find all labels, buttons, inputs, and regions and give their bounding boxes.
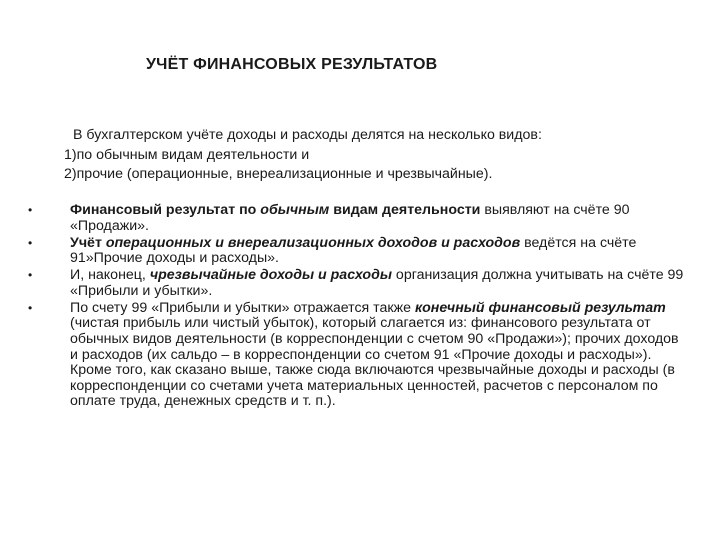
- bullet-icon: •: [28, 268, 33, 283]
- bold-italic-text: обычным: [260, 202, 330, 218]
- intro-line: 2)прочие (операционные, внереализационные и чрезвычайные).: [64, 166, 493, 182]
- bold-text: Учёт: [70, 234, 106, 251]
- bullet-list: [28, 203, 688, 411]
- list-item: [28, 301, 688, 410]
- body-text: (чистая прибыль или чистый убыток), который слагается из: финансового результата от обычных видов деятельности (в корреспонденции с счетом 90 «Продажи»); прочих доходов и расходов (их сальдо – в корреспонденции со счетом 91 «Прочие доходы и расходы»). Кроме того, как сказано выше, также сюда включаются чрезвычайные доходы и расходы (в корреспонденции со счетами учета материальных ценностей, расчетов с персоналом по оплате труда, денежных средств и т. п.).: [70, 315, 679, 410]
- bullet-icon: •: [28, 203, 33, 217]
- intro-text: [64, 126, 664, 185]
- list-item: [28, 203, 688, 234]
- slide-title: УЧЁТ ФИНАНСОВЫХ РЕЗУЛЬТАТОВ: [146, 56, 438, 73]
- body-text: организация должна учитывать на счёте 99 «Прибыли и убытки».: [70, 267, 684, 299]
- list-item: [28, 236, 688, 267]
- intro-line: В бухгалтерском учёте доходы и расходы делятся на несколько видов:: [73, 127, 542, 143]
- bullet-icon: •: [28, 235, 33, 250]
- bold-italic-text: чрезвычайные доходы и расходы: [149, 267, 392, 284]
- body-text: ведётся на счёте 91»Прочие доходы и расходы».: [70, 234, 637, 267]
- bold-text: Финансовый результат по: [70, 202, 261, 218]
- bullet-icon: •: [28, 300, 33, 315]
- body-text: выявляют на счёте 90 «Продажи».: [70, 202, 630, 234]
- list-item: [28, 268, 688, 299]
- body-text: И, наконец,: [70, 267, 150, 284]
- bold-italic-text: конечный финансовый результат: [414, 299, 666, 316]
- bold-text: видам деятельности: [329, 202, 481, 218]
- body-text: По счету 99 «Прибыли и убытки» отражается также: [70, 299, 415, 316]
- bold-italic-text: операционных и внереализационных доходов и расходов: [105, 234, 521, 251]
- intro-line: 1)по обычным видам деятельности и: [64, 146, 310, 163]
